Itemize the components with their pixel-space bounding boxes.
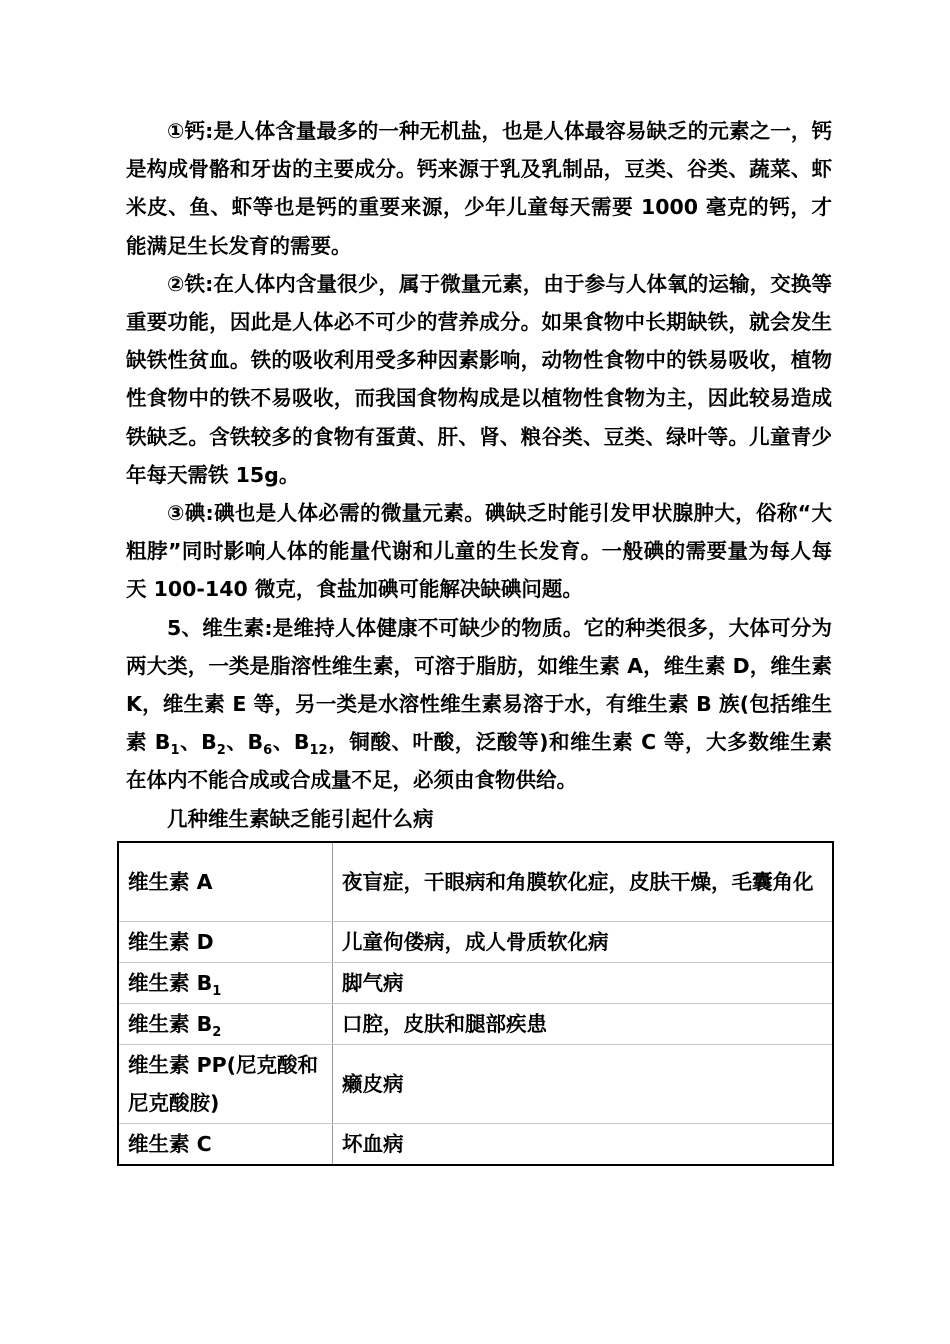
subscript-12: 12 xyxy=(309,743,328,759)
vitamin-cell: 维生素 PP(尼克酸和尼克酸胺) xyxy=(118,1045,333,1124)
disease-cell: 坏血病 xyxy=(333,1124,834,1166)
disease-cell: 夜盲症，干眼病和角膜软化症，皮肤干燥，毛囊角化 xyxy=(333,842,834,922)
disease-cell: 癞皮病 xyxy=(333,1045,834,1124)
iron-paragraph: ②铁:在人体内含量很少，属于微量元素，由于参与人体氧的运输，交换等重要功能，因此是人体必不可少的营养成分。如果食物中长期缺铁，就会发生缺铁性贫血。铁的吸收利用受多种因素影响，动物性食物中的铁易吸收，植物性食物中的铁不易吸收，而我国食物构成是以植物性食物为主，因此较易造成铁缺乏。含铁较多的食物有蛋黄、肝、肾、粮谷类、豆类、绿叶等。儿童青少年每天需铁 15g。 xyxy=(126,271,832,487)
vitamin-cell: 维生素 A xyxy=(118,842,333,922)
vitamin-deficiency-table xyxy=(117,841,834,1166)
subscript-6: 6 xyxy=(263,743,273,759)
table-row xyxy=(118,922,833,963)
vitamin-text-sep3: 、B xyxy=(272,730,310,755)
vitamin-cell: 维生素 C xyxy=(118,1124,333,1166)
calcium-paragraph: ①钙:是人体含量最多的一种无机盐，也是人体最容易缺乏的元素之一，钙是构成骨骼和牙齿的主要成分。钙来源于乳及乳制品，豆类、谷类、蔬菜、虾米皮、鱼、虾等也是钙的重要来源，少年儿童每天需要 1000 毫克的钙，才能满足生长发育的需要。 xyxy=(126,119,832,258)
vitamin-cell: 维生素 D xyxy=(118,922,333,963)
vitamin-subscript: 1 xyxy=(212,984,222,999)
vitamin-subscript: 2 xyxy=(212,1025,222,1040)
disease-cell: 儿童佝偻病，成人骨质软化病 xyxy=(333,922,834,963)
table-caption: 几种维生素缺乏能引起什么病 xyxy=(167,806,434,831)
table-row xyxy=(118,1124,833,1166)
vitamin-name: 维生素 B xyxy=(128,971,213,995)
table-row xyxy=(118,963,833,1004)
vitamin-text-part2: ，铜酸、叶酸，泛酸等)和维生素 C 等，大多数维生素在体内不能合成或合成量不足，必须由食物供给。 xyxy=(126,730,832,793)
vitamin-cell xyxy=(118,1004,333,1045)
subscript-1: 1 xyxy=(170,743,180,759)
iodine-paragraph: ③碘:碘也是人体必需的微量元素。碘缺乏时能引发甲状腺肿大，俗称“大粗脖”同时影响人体的能量代谢和儿童的生长发育。一般碘的需要量为每人每天 100-140 微克，食盐加碘可能解决缺碘问题。 xyxy=(126,501,832,602)
disease-cell: 口腔，皮肤和腿部疾患 xyxy=(333,1004,834,1045)
disease-cell: 脚气病 xyxy=(333,963,834,1004)
vitamin-paragraph xyxy=(126,609,832,800)
vitamin-name: 维生素 B xyxy=(128,1012,213,1036)
table-row xyxy=(118,1004,833,1045)
subscript-2: 2 xyxy=(216,743,226,759)
document-body xyxy=(126,112,832,838)
table-row xyxy=(118,1045,833,1124)
vitamin-text-sep2: 、B xyxy=(225,730,264,755)
vitamin-text-sep1: 、B xyxy=(179,730,217,755)
vitamin-cell xyxy=(118,963,333,1004)
table-row xyxy=(118,842,833,922)
vitamin-text-part1: 5、维生素:是维持人体健康不可缺少的物质。它的种类很多，大体可分为两大类，一类是脂溶性维生素，可溶于脂肪，如维生素 A，维生素 D，维生素 K，维生素 E 等，另一类是水溶性维生素易溶于水，有维生素 B 族(包括维生素 B xyxy=(126,615,832,755)
